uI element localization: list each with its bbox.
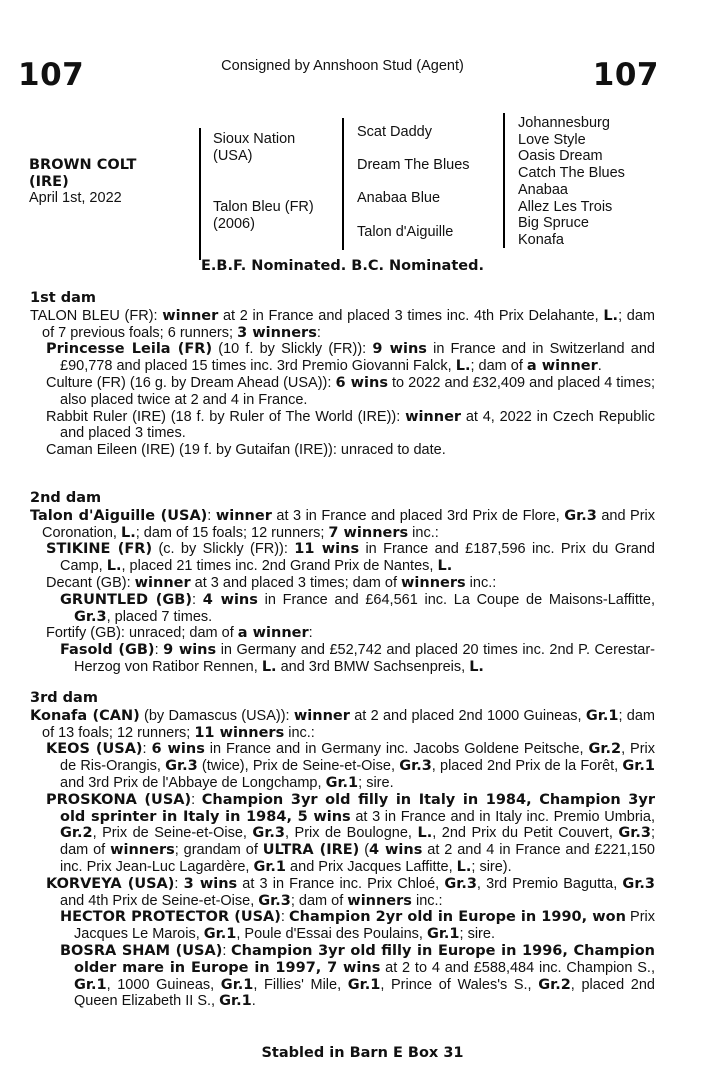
dam-name: Talon Bleu (FR) bbox=[213, 199, 314, 215]
record-text: Decant (GB): bbox=[46, 574, 135, 591]
emphasis-text: Champion 3yr old filly in Italy in 1984, Champion 3yr old sprinter in Italy in 1984, 5 wins bbox=[60, 791, 655, 825]
emphasis-text: L. bbox=[121, 524, 136, 541]
record-text: and 3rd BMW Sachsenpreis, bbox=[276, 658, 470, 675]
record-text: . bbox=[251, 993, 256, 1010]
record-text: : bbox=[280, 909, 290, 926]
record-text: in France and £64,561 inc. La Coupe de Maisons-Laffitte, bbox=[257, 591, 655, 608]
section-1st-dam bbox=[30, 290, 655, 459]
record-text: , placed 21 times inc. 2nd Grand Prix de Nantes, bbox=[121, 558, 438, 575]
emphasis-text: BOSRA SHAM (USA) bbox=[60, 942, 223, 959]
record-text: at 3 in France inc. Prix Chloé, bbox=[237, 875, 445, 892]
emphasis-text: 9 wins bbox=[163, 642, 217, 659]
record-text: at 2 and placed 2nd 1000 Guineas, bbox=[349, 707, 586, 724]
record-text: at 2 and 4 in France and £221,150 inc. Prix Jean-Luc Lagardère, bbox=[60, 842, 656, 875]
record-text: ( bbox=[359, 842, 370, 859]
gen3-item: Love Style bbox=[518, 131, 586, 148]
record-text: to 2022 and £32,409 and placed 4 times; also placed twice at 2 and 4 in France. bbox=[60, 374, 655, 408]
record-text: , Prix de Seine-et-Oise, bbox=[92, 825, 253, 842]
emphasis-text: winner bbox=[293, 707, 350, 724]
record-text: at 3 in France and in Italy inc. Premio Umbria, bbox=[350, 808, 655, 825]
record-text: , 3rd Premio Bagutta, bbox=[476, 875, 623, 892]
record-text: in Germany and £52,742 and placed 20 times inc. 2nd P. Cerestar- Herzog von Ratibor Rennen, bbox=[74, 642, 655, 675]
emphasis-text: L. bbox=[417, 825, 433, 842]
record-text: ; dam of 7 previous foals; 6 runners; bbox=[42, 307, 655, 341]
emphasis-text: 11 wins bbox=[294, 541, 360, 558]
emphasis-text: L. bbox=[261, 658, 277, 675]
record-text: Caman Eileen (IRE) (19 f. by Gutaifan (IRE)): unraced to date. bbox=[46, 442, 446, 459]
emphasis-text: Gr.2 bbox=[538, 976, 571, 993]
record-text: ; sire). bbox=[471, 858, 512, 875]
emphasis-text: Gr.1 bbox=[74, 976, 107, 993]
produce-record bbox=[30, 708, 655, 742]
emphasis-text: GRUNTLED (GB) bbox=[60, 591, 192, 608]
emphasis-text: L. bbox=[437, 558, 453, 575]
pedigree-divider-2 bbox=[342, 118, 344, 250]
emphasis-text: KORVEYA (USA) bbox=[46, 875, 175, 892]
emphasis-text: L. bbox=[603, 307, 619, 324]
emphasis-text: Gr.3 bbox=[252, 825, 286, 842]
emphasis-text: 4 wins bbox=[202, 591, 258, 608]
emphasis-text: Gr.2 bbox=[588, 741, 622, 758]
emphasis-text: Konafa (CAN) bbox=[30, 707, 140, 724]
emphasis-text: Gr.1 bbox=[220, 976, 254, 993]
produce-record bbox=[30, 592, 655, 626]
emphasis-text: ULTRA (IRE) bbox=[262, 842, 360, 859]
record-text: inc.: bbox=[465, 574, 497, 591]
nominations: E.B.F. Nominated. B.C. Nominated. bbox=[201, 258, 484, 274]
emphasis-text: Gr.3 bbox=[444, 875, 477, 892]
emphasis-text: winner bbox=[215, 507, 272, 524]
emphasis-text: Gr.1 bbox=[203, 926, 237, 943]
record-text: in France and in Germany inc. Jacobs Goldene Peitsche, bbox=[204, 741, 589, 758]
emphasis-text: winners bbox=[347, 892, 412, 909]
record-text: , Prix de Ris-Orangis, bbox=[60, 741, 655, 775]
record-text: at 2 to 4 and £588,484 inc. Champion S., bbox=[380, 959, 655, 976]
emphasis-text: Talon d'Aiguille (USA) bbox=[30, 507, 208, 524]
record-text: , placed 2nd Prix de la Forêt, bbox=[431, 758, 623, 775]
sire-name: Sioux Nation bbox=[213, 131, 296, 147]
record-text: at 2 in France and placed 3 times inc. 4th Prix Delahante, bbox=[218, 307, 604, 324]
section-heading: 2nd dam bbox=[30, 490, 102, 506]
emphasis-text: Gr.3 bbox=[74, 608, 107, 625]
emphasis-text: L. bbox=[106, 558, 122, 575]
lot-number-right: 107 bbox=[592, 57, 659, 93]
record-text: , Prix de Boulogne, bbox=[285, 825, 418, 842]
record-text: (10 f. by Slickly (FR)): bbox=[212, 341, 373, 358]
produce-record bbox=[30, 341, 655, 375]
record-text: in France and in Switzerland and £90,778 and placed 15 times inc. 3rd Premio Giovanni Falck, bbox=[60, 341, 655, 375]
record-text: : bbox=[142, 741, 152, 758]
record-text: (twice), Prix de Seine-et-Oise, bbox=[197, 758, 400, 775]
record-text: and Prix Jacques Laffitte, bbox=[286, 858, 457, 875]
record-text: at 3 in France and placed 3rd Prix de Flore, bbox=[271, 507, 565, 524]
record-text: ; dam of bbox=[470, 358, 527, 375]
foaling-date: April 1st, 2022 bbox=[29, 190, 122, 206]
emphasis-text: Champion 3yr old filly in Europe in 1996, Champion older mare in Europe in 1997, 7 wins bbox=[74, 942, 655, 976]
gen3-item: Konafa bbox=[518, 231, 564, 248]
record-text: ; dam of 13 foals; 12 runners; bbox=[42, 707, 655, 741]
record-text: Prix Jacques Le Marois, bbox=[74, 909, 655, 943]
emphasis-text: PROSKONA (USA) bbox=[46, 791, 192, 808]
emphasis-text: winner bbox=[405, 408, 462, 425]
record-text: Fortify (GB): unraced; dam of bbox=[46, 625, 238, 642]
emphasis-text: L. bbox=[455, 358, 471, 375]
emphasis-text: a winner bbox=[526, 358, 598, 375]
record-text: : bbox=[222, 942, 231, 959]
gen3-item: Oasis Dream bbox=[518, 148, 603, 165]
emphasis-text: 4 wins bbox=[369, 842, 423, 859]
emphasis-text: Gr.2 bbox=[60, 825, 93, 842]
record-text: ; dam of 15 foals; 12 runners; bbox=[135, 524, 329, 541]
emphasis-text: Gr.3 bbox=[618, 825, 651, 842]
pedigree-sire bbox=[213, 131, 295, 165]
emphasis-text: Gr.3 bbox=[165, 758, 198, 775]
record-text: : bbox=[192, 591, 203, 608]
record-text: ; dam of bbox=[60, 825, 655, 859]
pedigree-dam-sire: Anabaa Blue bbox=[357, 190, 441, 206]
emphasis-text: winner bbox=[162, 307, 219, 324]
record-text: ; sire. bbox=[358, 774, 394, 791]
produce-record bbox=[30, 625, 655, 642]
horse-sex-colour: BROWN COLT bbox=[29, 157, 137, 173]
emphasis-text: Fasold (GB) bbox=[60, 642, 155, 659]
emphasis-text: Gr.1 bbox=[325, 774, 359, 791]
lot-number-left: 107 bbox=[18, 57, 85, 93]
record-text: (c. by Slickly (FR)): bbox=[152, 541, 295, 558]
gen3-item: Anabaa bbox=[518, 181, 568, 198]
emphasis-text: winner bbox=[134, 574, 191, 591]
record-text: : bbox=[207, 507, 216, 524]
horse-description bbox=[29, 157, 136, 191]
emphasis-text: 11 winners bbox=[194, 724, 285, 741]
emphasis-text: Gr.3 bbox=[622, 875, 656, 892]
record-text: ; dam of bbox=[290, 892, 348, 909]
section-3rd-dam bbox=[30, 690, 655, 1010]
emphasis-text: 3 wins bbox=[183, 875, 238, 892]
record-text: , Poule d'Essai des Poulains, bbox=[236, 926, 427, 943]
emphasis-text: winners bbox=[401, 574, 466, 591]
record-text: , placed 2nd Queen Elizabeth II S., bbox=[74, 976, 655, 1010]
gen3-item: Catch The Blues bbox=[518, 165, 625, 182]
record-text: inc.: bbox=[408, 524, 439, 541]
record-text: : bbox=[174, 875, 184, 892]
emphasis-text: Gr.1 bbox=[585, 707, 619, 724]
emphasis-text: Gr.3 bbox=[258, 892, 291, 909]
pedigree-sire-dam: Dream The Blues bbox=[357, 157, 470, 173]
record-text: : bbox=[191, 791, 202, 808]
pedigree-divider-3 bbox=[503, 113, 505, 248]
record-text: : bbox=[154, 642, 164, 659]
emphasis-text: winners bbox=[110, 842, 175, 859]
emphasis-text: 7 winners bbox=[328, 524, 409, 541]
record-text: Rabbit Ruler (IRE) (18 f. by Ruler of The World (IRE)): bbox=[46, 408, 406, 425]
record-text: and Prix Coronation, bbox=[42, 507, 656, 541]
consignor-text: Consigned by Annshoon Stud (Agent) bbox=[221, 58, 464, 74]
record-text: : bbox=[308, 625, 313, 642]
section-heading: 1st dam bbox=[30, 290, 96, 306]
record-text: in France and £187,596 inc. Prix du Grand Camp, bbox=[60, 541, 655, 575]
record-text: : bbox=[316, 324, 321, 341]
produce-record bbox=[30, 876, 655, 910]
emphasis-text: 6 wins bbox=[335, 374, 388, 391]
emphasis-text: STIKINE (FR) bbox=[46, 541, 153, 558]
gen3-item: Big Spruce bbox=[518, 215, 589, 232]
gen3-item: Johannesburg bbox=[518, 115, 610, 131]
produce-record bbox=[30, 792, 655, 876]
pedigree-dam bbox=[213, 199, 314, 233]
emphasis-text: L. bbox=[456, 858, 472, 875]
produce-record bbox=[30, 943, 655, 1010]
record-text: inc.: bbox=[284, 724, 315, 741]
produce-record bbox=[30, 508, 655, 542]
emphasis-text: a winner bbox=[237, 625, 309, 642]
emphasis-text: Champion 2yr old in Europe in 1990, won bbox=[289, 909, 626, 926]
horse-country: (IRE) bbox=[29, 174, 69, 190]
record-text: ; sire. bbox=[459, 926, 495, 943]
record-text: , placed 7 times. bbox=[106, 608, 213, 625]
emphasis-text: Gr.1 bbox=[426, 926, 460, 943]
record-text: , 1000 Guineas, bbox=[106, 976, 221, 993]
emphasis-text: Gr.3 bbox=[399, 758, 432, 775]
record-text: , Prince of Wales's S., bbox=[380, 976, 539, 993]
produce-record bbox=[30, 541, 655, 575]
produce-record bbox=[30, 575, 655, 592]
produce-record bbox=[30, 741, 655, 791]
emphasis-text: Gr.3 bbox=[564, 507, 597, 524]
record-text: at 3 and placed 3 times; dam of bbox=[190, 574, 402, 591]
record-text: , 2nd Prix du Petit Couvert, bbox=[432, 825, 619, 842]
record-text: inc.: bbox=[411, 892, 443, 909]
record-text: and 4th Prix de Seine-et-Oise, bbox=[60, 892, 259, 909]
gen3-item: Allez Les Trois bbox=[518, 198, 613, 215]
emphasis-text: KEOS (USA) bbox=[46, 741, 143, 758]
pedigree-dam-dam: Talon d'Aiguille bbox=[357, 224, 454, 240]
section-heading: 3rd dam bbox=[30, 690, 98, 706]
emphasis-text: Gr.1 bbox=[253, 858, 287, 875]
pedigree-gen3 bbox=[518, 115, 625, 249]
sire-country: (USA) bbox=[213, 148, 253, 164]
emphasis-text: Gr.1 bbox=[622, 758, 655, 775]
record-text: , Fillies' Mile, bbox=[253, 976, 348, 993]
emphasis-text: Gr.1 bbox=[347, 976, 381, 993]
pedigree-sire-sire: Scat Daddy bbox=[357, 124, 432, 140]
record-text: at 4, 2022 in Czech Republic and placed 3 times. bbox=[60, 408, 655, 442]
produce-record bbox=[30, 409, 655, 443]
record-text: ; grandam of bbox=[174, 842, 263, 859]
record-text: and 3rd Prix de l'Abbaye de Longchamp, bbox=[60, 774, 326, 791]
dam-year: (2006) bbox=[213, 216, 255, 232]
emphasis-text: Princesse Leila (FR) bbox=[46, 341, 213, 358]
emphasis-text: HECTOR PROTECTOR (USA) bbox=[60, 909, 281, 926]
produce-record bbox=[30, 375, 655, 409]
section-2nd-dam bbox=[30, 490, 655, 676]
emphasis-text: 3 winners bbox=[237, 324, 317, 341]
emphasis-text: 6 wins bbox=[151, 741, 205, 758]
produce-record bbox=[30, 642, 655, 676]
record-text: Culture (FR) (16 g. by Dream Ahead (USA)): bbox=[46, 374, 336, 391]
produce-record bbox=[30, 308, 655, 342]
produce-record bbox=[30, 909, 655, 943]
stabling-info: Stabled in Barn E Box 31 bbox=[261, 1045, 464, 1061]
record-text: TALON BLEU (FR): bbox=[30, 307, 163, 324]
record-text: (by Damascus (USA)): bbox=[139, 707, 294, 724]
emphasis-text: Gr.1 bbox=[219, 993, 252, 1010]
emphasis-text: 9 wins bbox=[372, 341, 427, 358]
pedigree-divider-1 bbox=[199, 128, 201, 260]
produce-record bbox=[30, 442, 655, 459]
emphasis-text: L. bbox=[469, 658, 484, 675]
record-text: . bbox=[597, 358, 602, 375]
